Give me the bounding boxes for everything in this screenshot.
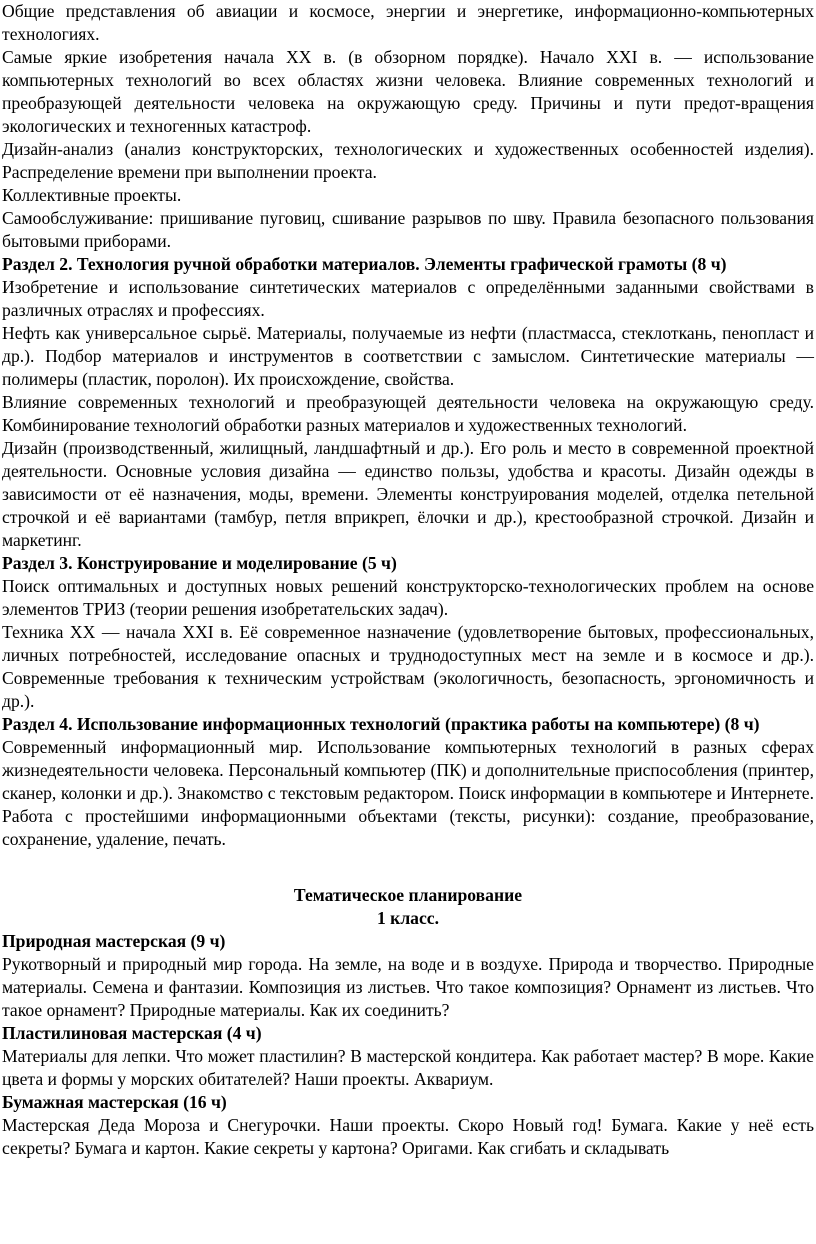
paragraph-self-service: Самообслуживание: пришивание пуговиц, сшивание разрывов по шву. Правила безопасного пользования бытовыми приборами. bbox=[2, 208, 814, 251]
spacer bbox=[2, 851, 814, 884]
planning-grade: 1 класс. bbox=[376, 908, 440, 928]
workshop-paper-text: Мастерская Деда Мороза и Снегурочки. Наши проекты. Скоро Новый год! Бумага. Какие у неё есть секреты? Бумага и картон. Какие секреты у картона? Оригами. Как сгибать и складывать bbox=[2, 1115, 814, 1158]
section-3-heading: Раздел 3. Конструирование и моделирование (5 ч) bbox=[2, 553, 397, 573]
workshop-natural-heading: Природная мастерская (9 ч) bbox=[2, 931, 226, 951]
section-2-heading: Раздел 2. Технология ручной обработки материалов. Элементы графической грамоты (8 ч) bbox=[2, 254, 727, 274]
planning-title: Тематическое планирование bbox=[293, 885, 523, 905]
paragraph-inventions-20th-century: Самые яркие изобретения начала XX в. (в обзорном порядке). Начало XXI в. — использование компьютерных технологий во всех областях жизни человека. Влияние современных технологий и преобразующей деятельности человека на окружающую среду. Причины и пути предот-вращения экологических и техногенных катастроф. bbox=[2, 47, 814, 136]
paragraph-aviation-space: Общие представления об авиации и космосе, энергии и энергетике, информационно-компьютерных технологиях. bbox=[2, 1, 814, 44]
paragraph-oil-raw-material: Нефть как универсальное сырьё. Материалы, получаемые из нефти (пластмасса, стеклоткань, пенопласт и др.). Подбор материалов и инструментов в соответствии с замыслом. Синтетические материалы — полимеры (пластик, поролон). Их происхождение, свойства. bbox=[2, 323, 814, 389]
paragraph-design-analysis: Дизайн-анализ (анализ конструкторских, технологических и художественных особенностей изделия). Распределение времени при выполнении проекта. bbox=[2, 139, 814, 182]
workshop-plasticine-heading: Пластилиновая мастерская (4 ч) bbox=[2, 1023, 262, 1043]
paragraph-information-world: Современный информационный мир. Использование компьютерных технологий в разных сферах жизнедеятельности человека. Персональный компьютер (ПК) и дополнительные приспособления (принтер, сканер, колонки и др.). Знакомство с текстовым редактором. Поиск информации в компьютере и Интернете. Работа с простейшими информационными объектами (тексты, рисунки): создание, преобразование, сохранение, удаление, печать. bbox=[2, 737, 814, 849]
paragraph-design-types: Дизайн (производственный, жилищный, ландшафтный и др.). Его роль и место в современной проектной деятельности. Основные условия дизайна — единство пользы, удобства и красоты. Дизайн одежды в зависимости от её назначения, моды, времени. Элементы конструирования моделей, отделка петельной строчкой и её вариантами (тамбур, петля вприкреп, ёлочки и др.), крестообразной строчкой. Дизайн и маркетинг. bbox=[2, 438, 814, 550]
workshop-natural-text: Рукотворный и природный мир города. На земле, на воде и в воздухе. Природа и творчество. Природные материалы. Семена и фантазии. Композиция из листьев. Что такое композиция? Орнамент из листьев. Что такое орнамент? Природные материалы. Как их соединить? bbox=[2, 954, 814, 1020]
workshop-plasticine-text: Материалы для лепки. Что может пластилин? В мастерской кондитера. Как работает мастер? В море. Какие цвета и формы у морских обитателей? Наши проекты. Аквариум. bbox=[2, 1046, 814, 1089]
paragraph-technology-influence: Влияние современных технологий и преобразующей деятельности человека на окружающую среду. Комбинирование технологий обработки разных материалов и художественных технологий. bbox=[2, 392, 814, 435]
paragraph-collective-projects: Коллективные проекты. bbox=[2, 185, 182, 205]
paragraph-synthetic-materials: Изобретение и использование синтетических материалов с определёнными заданными свойствами в различных отраслях и профессиях. bbox=[2, 277, 814, 320]
paragraph-technology-20-21: Техника XX — начала XXI в. Её современное назначение (удовлетворение бытовых, профессиональных, личных потребностей, исследование опасных и труднодоступных мест на земле и в космосе и др.). Современные требования к техническим устройствам (экологичность, безопасность, эргономичность и др.). bbox=[2, 622, 814, 711]
section-4-heading: Раздел 4. Использование информационных технологий (практика работы на компьютере) (8 ч) bbox=[2, 714, 760, 734]
paragraph-triz: Поиск оптимальных и доступных новых решений конструкторско-технологических проблем на основе элементов ТРИЗ (теории решения изобретательских задач). bbox=[2, 576, 814, 619]
workshop-paper-heading: Бумажная мастерская (16 ч) bbox=[2, 1092, 227, 1112]
